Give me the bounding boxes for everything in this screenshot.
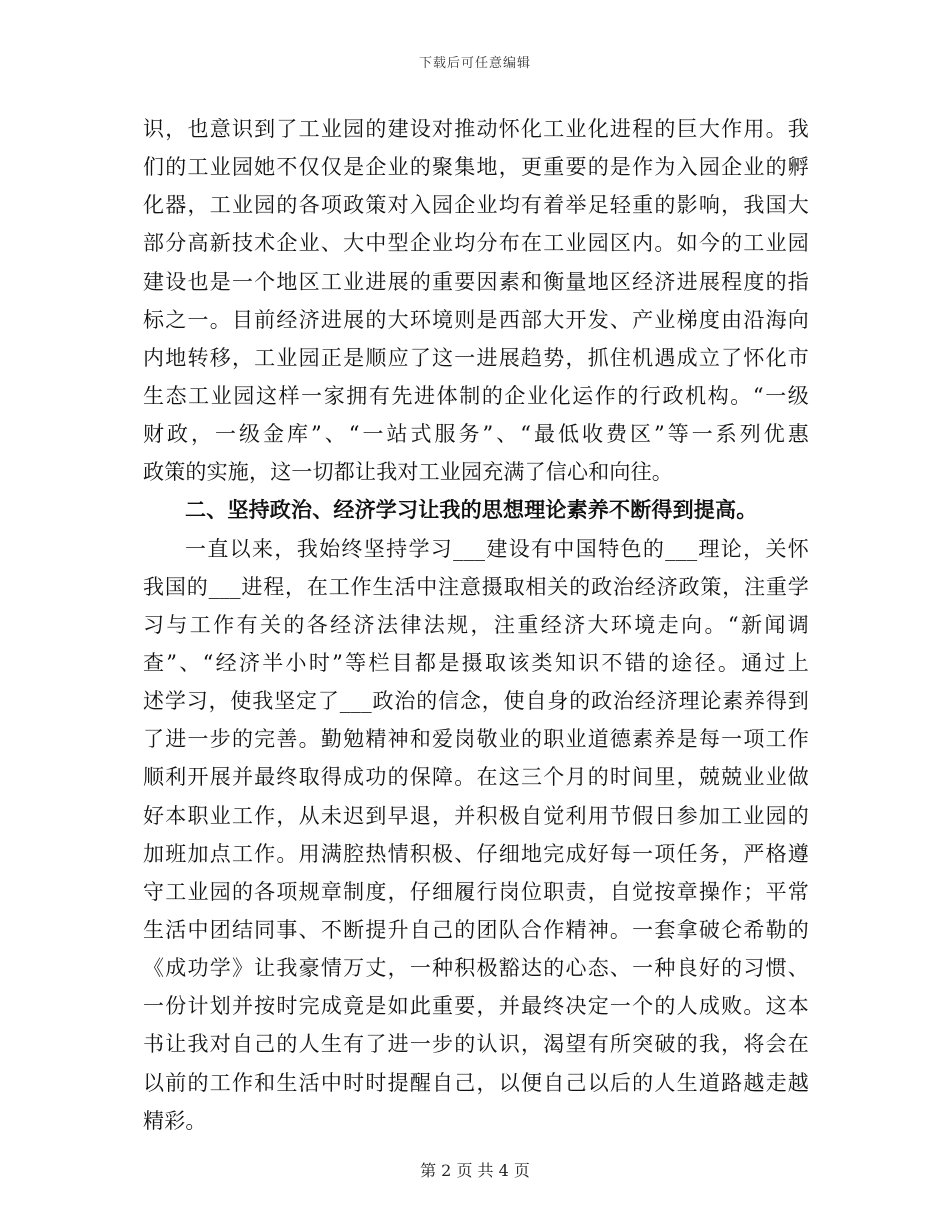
text-line: 书让我对自己的人生有了进一步的认识，渴望有所突破的我，将会在 (143, 1032, 809, 1057)
text-line: 部分高新技术企业、大中型企业均分布在工业园区内。如今的工业园 (143, 231, 809, 256)
text-line: 精彩。 (143, 1108, 207, 1133)
text-line: 守工业园的各项规章制度，仔细履行岗位职责，自觉按章操作；平常 (143, 879, 809, 904)
section-heading: 二、坚持政治、经济学习让我的思想理论素养不断得到提高。 (185, 497, 758, 523)
text-line: 内地转移，工业园正是顺应了这一进展趋势，抓住机遇成立了怀化市 (143, 345, 809, 370)
text-line: 一份计划并按时完成竟是如此重要，并最终决定一个的人成败。这本 (143, 994, 809, 1019)
text-line: 我国的___进程，在工作生活中注意摄取相关的政治经济政策，注重学 (143, 574, 809, 599)
text-line: 生态工业园这样一家拥有先进体制的企业化运作的行政机构。“一级 (143, 383, 809, 408)
text-line: 标之一。目前经济进展的大环境则是西部大开发、产业梯度由沿海向 (143, 307, 809, 332)
text-line: 顺利开展并最终取得成功的保障。在这三个月的时间里，兢兢业业做 (143, 765, 809, 790)
page-header: 下载后可任意编辑 (418, 56, 531, 71)
text-line: 建设也是一个地区工业进展的重要因素和衡量地区经济进展程度的指 (143, 269, 809, 294)
text-line: 加班加点工作。用满腔热情积极、仔细地完成好每一项任务，严格遵 (143, 841, 809, 866)
text-line: 述学习，使我坚定了___政治的信念，使自身的政治经济理论素养得到 (143, 689, 809, 714)
text-line: 财政，一级金库”、“一站式服务”、“最低收费区”等一系列优惠 (143, 422, 809, 447)
text-line: 生活中团结同事、不断提升自己的团队合作精神。一套拿破仑希勒的 (143, 917, 809, 942)
text-line: 好本职业工作，从未迟到早退，并积极自觉利用节假日参加工业园的 (143, 803, 809, 828)
text-line: 政策的实施，这一切都让我对工业园充满了信心和向往。 (143, 460, 673, 485)
text-line: 一直以来，我始终坚持学习___建设有中国特色的___理论，关怀 (185, 536, 809, 561)
text-line: 查”、“经济半小时”等栏目都是摄取该类知识不错的途径。通过上 (143, 650, 809, 675)
text-line: 习与工作有关的各经济法律法规，注重经济大环境走向。“新闻调 (143, 612, 809, 637)
text-line: 以前的工作和生活中时时提醒自己，以便自己以后的人生道路越走越 (143, 1070, 809, 1095)
page-number: 第 2 页 共 4 页 (420, 1161, 530, 1180)
text-line: 了进一步的完善。勤勉精神和爱岗敬业的职业道德素养是每一项工作 (143, 727, 809, 752)
text-line: 识，也意识到了工业园的建设对推动怀化工业化进程的巨大作用。我 (143, 117, 809, 141)
document-body (143, 110, 809, 1140)
text-line: 《成功学》让我豪情万丈，一种积极豁达的心态、一种良好的习惯、 (143, 956, 809, 981)
text-line: 们的工业园她不仅仅是企业的聚集地，更重要的是作为入园企业的孵 (143, 155, 809, 180)
text-line: 化器，工业园的各项政策对入园企业均有着举足轻重的影响，我国大 (143, 193, 809, 218)
